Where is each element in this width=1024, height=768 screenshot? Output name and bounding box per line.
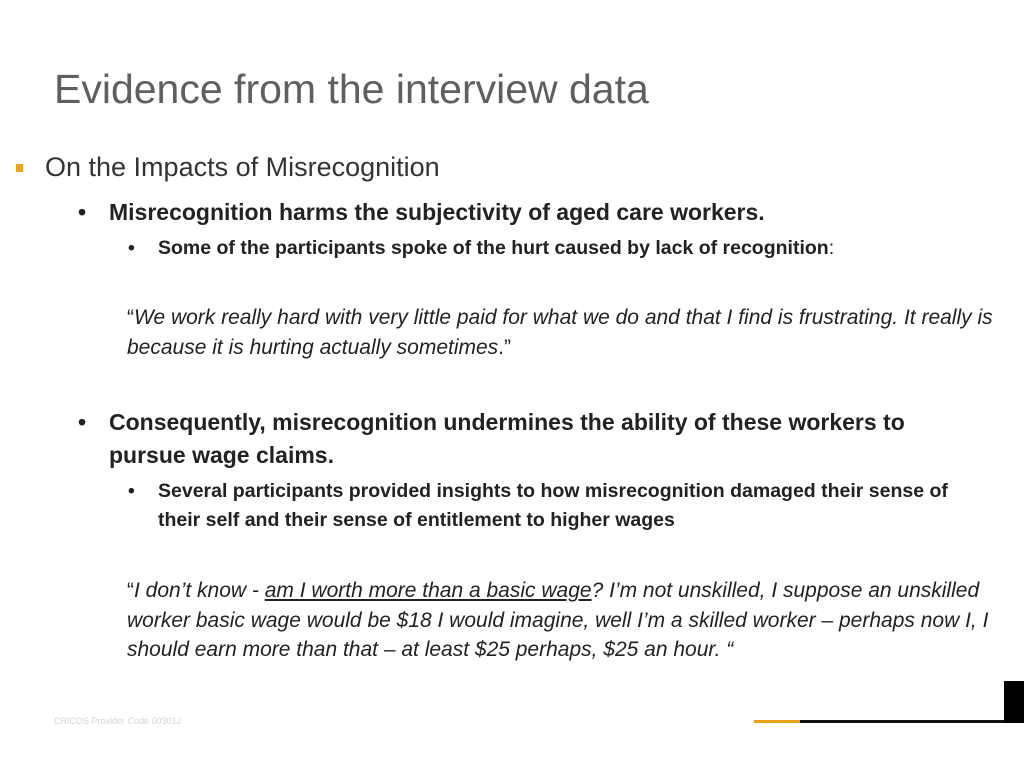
quote-body: We work really hard with very little paid for what we do and that I find is frustrating. It really is because it is hurting actually sometimes [127, 306, 993, 359]
subpoint-hurt [128, 234, 988, 263]
point-text: Consequently, misrecognition undermines the ability of these workers to pursue wage claims. [109, 409, 905, 468]
quote-1 [127, 303, 1007, 362]
point-misrecognition-harms [78, 196, 939, 229]
subpoint-colon: : [828, 237, 835, 259]
quote-part-2: ? I’m not unskilled, I suppose an unskilled worker basic wage would be $18 I would imagine, well I’m a skilled worker – perhaps now I, I should earn more than that – at least $25 perhaps, $25 an hour. “ [127, 579, 989, 661]
footer-block [1004, 681, 1024, 723]
square-bullet-icon [16, 164, 23, 172]
quote-underlined: am I worth more than a basic wage [264, 579, 592, 602]
bullet-icon: • [128, 480, 135, 502]
slide-title: Evidence from the interview data [54, 66, 649, 112]
point-undermines-claims [78, 406, 909, 472]
bullet-icon: • [78, 409, 87, 435]
quote-close-mark: .” [498, 335, 511, 359]
point-text: Misrecognition harms the subjectivity of aged care workers. [109, 199, 765, 225]
footer-provider-code: CRICOS Provider Code 00301J [54, 716, 182, 726]
quote-part-1: I don’t know - [134, 579, 265, 602]
footer-accent-line [754, 720, 800, 723]
subpoint-insights [128, 477, 988, 535]
quote-open-mark: “ [127, 579, 134, 602]
subpoint-text [158, 234, 988, 263]
bullet-icon: • [128, 237, 135, 259]
subpoint-text: Several participants provided insights to how misrecognition damaged their sense of their self and their sense of entitlement to higher wages [158, 480, 948, 531]
footer-rule [800, 720, 1004, 723]
quote-2 [127, 576, 1007, 665]
quote-open-mark: “ [127, 306, 134, 329]
heading-text: On the Impacts of Misrecognition [45, 152, 440, 182]
subpoint-body: Some of the participants spoke of the hurt caused by lack of recognition [158, 237, 829, 259]
bullet-icon: • [78, 199, 87, 225]
